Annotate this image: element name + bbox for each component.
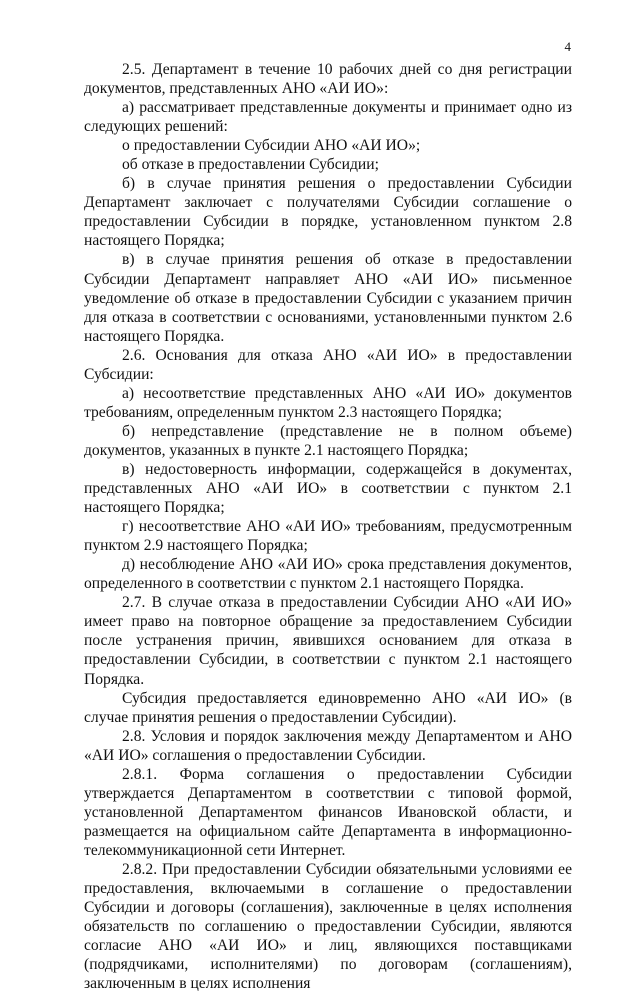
- paragraph-2-5-c: в) в случае принятия решения об отказе в предоставлении Субсидии Департамент направляет АНО «АИ ИО» письменное уведомление об отказе в предоставлении Субсидии с указанием причин для отказа в соответствии с основаниями, установленными пунктом 2.6 настоящего Порядка.: [84, 251, 572, 345]
- paragraph-2-6-c: в) недостоверность информации, содержащейся в документах, представленных АНО «АИ ИО» в соответствии с пунктом 2.1 настоящего Порядка;: [84, 460, 572, 517]
- document-body: [84, 60, 572, 993]
- paragraph-2-6: 2.6. Основания для отказа АНО «АИ ИО» в предоставлении Субсидии:: [84, 346, 572, 383]
- paragraph-2-5-a-option-2: об отказе в предоставлении Субсидии;: [122, 156, 379, 174]
- paragraph-2-6-a: а) несоответствие представленных АНО «АИ ИО» документов требованиям, определенным пунктом 2.3 настоящего Порядка;: [84, 384, 572, 421]
- paragraph-subsidy-once: Субсидия предоставляется единовременно АНО «АИ ИО» (в случае принятия решения о предоставлении Субсидии).: [84, 689, 572, 726]
- paragraph-2-5-a-option-1: о предоставлении Субсидии АНО «АИ ИО»;: [122, 137, 421, 155]
- paragraph-2-5: 2.5. Департамент в течение 10 рабочих дней со дня регистрации документов, представленных АНО «АИ ИО»:: [84, 61, 572, 98]
- paragraph-2-6-b: б) непредставление (представление не в полном объеме) документов, указанных в пункте 2.1 настоящего Порядка;: [84, 422, 572, 459]
- paragraph-2-8-1: 2.8.1. Форма соглашения о предоставлении Субсидии утверждается Департаментом в соответствии с типовой формой, установленной Департаментом финансов Ивановской области, и размещается на официальном сайте Департамента в информационно-телекоммуникационной сети Интернет.: [84, 765, 572, 859]
- paragraph-2-6-d: г) несоответствие АНО «АИ ИО» требованиям, предусмотренным пунктом 2.9 настоящего Порядка;: [84, 518, 572, 555]
- paragraph-2-6-e: д) несоблюдение АНО «АИ ИО» срока представления документов, определенного в соответствии с пунктом 2.1 настоящего Порядка.: [84, 556, 572, 593]
- paragraph-2-5-b: б) в случае принятия решения о предоставлении Субсидии Департамент заключает с получателями Субсидии соглашение о предоставлении Субсидии в порядке, установленном пунктом 2.8 настоящего Порядка;: [84, 175, 572, 250]
- paragraph-2-7: 2.7. В случае отказа в предоставлении Субсидии АНО «АИ ИО» имеет право на повторное обращение за предоставлением Субсидии после устранения причин, явившихся основанием для отказа в предоставлении Субсидии, в соответствии с пунктом 2.1 настоящего Порядка.: [84, 594, 572, 688]
- paragraph-2-8: 2.8. Условия и порядок заключения между Департаментом и АНО «АИ ИО» соглашения о предоставлении Субсидии.: [84, 727, 572, 764]
- page-number: 4: [564, 39, 571, 54]
- paragraph-2-8-2: 2.8.2. При предоставлении Субсидии обязательными условиями ее предоставления, включаемыми в соглашение о предоставлении Субсидии и договоры (соглашения), заключенные в целях исполнения обязательств по соглашению о предоставлении Субсидии, являются согласие АНО «АИ ИО» и лиц, являющихся поставщиками (подрядчиками, исполнителями) по договорам (соглашениям), заключенным в целях исполнения: [84, 860, 572, 993]
- paragraph-2-5-a: а) рассматривает представленные документы и принимает одно из следующих решений:: [84, 99, 572, 136]
